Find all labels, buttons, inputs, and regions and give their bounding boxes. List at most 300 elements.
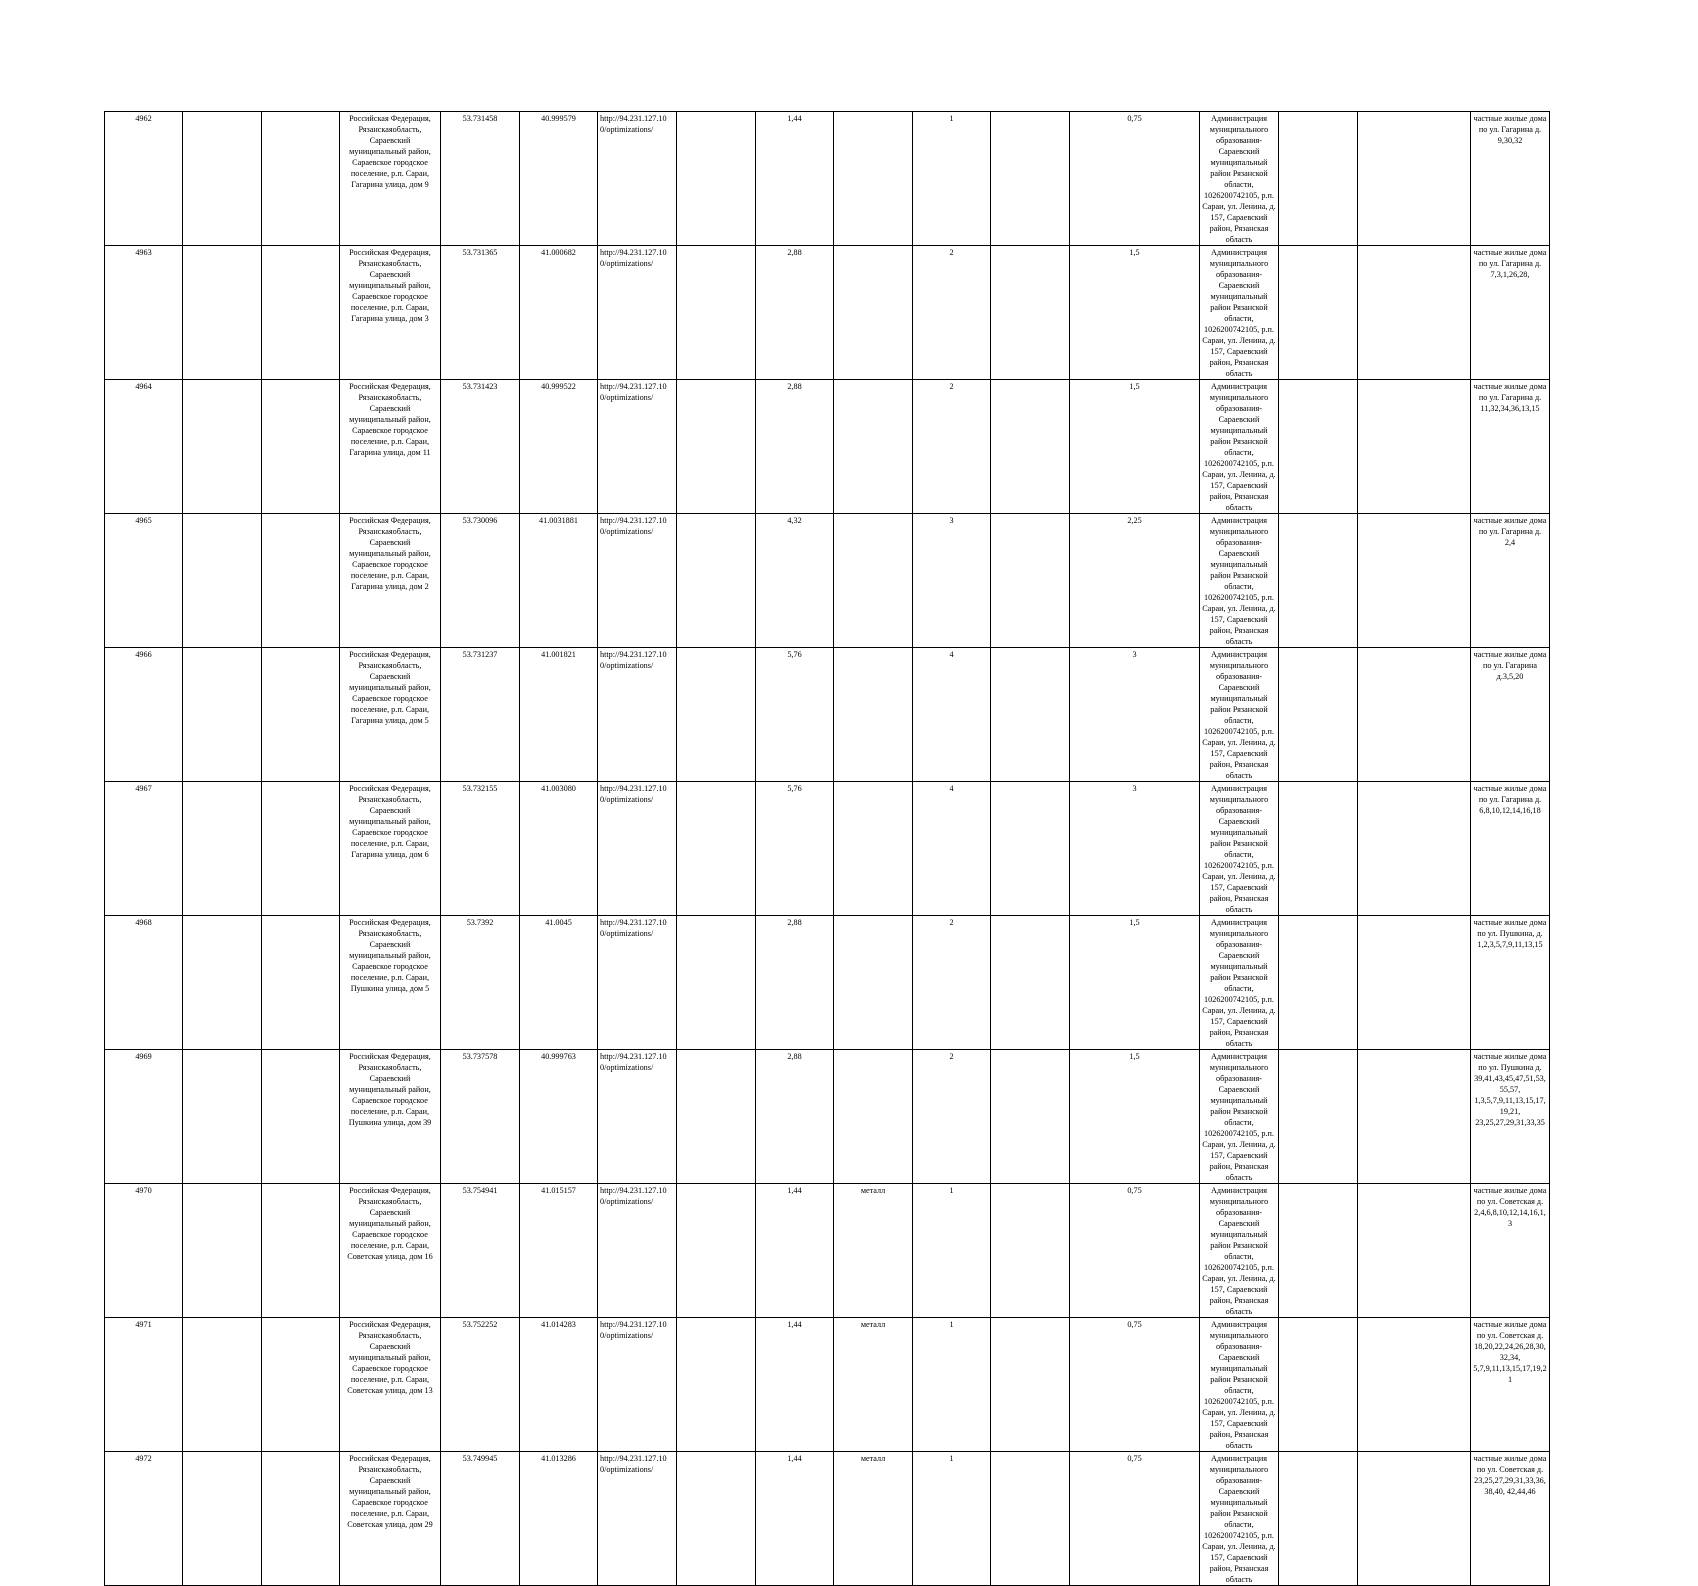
link-cell[interactable] [598, 1318, 677, 1452]
longitude-cell [520, 1050, 598, 1184]
latitude-cell [441, 246, 520, 380]
empty-cell [183, 1318, 262, 1452]
empty-cell [991, 1184, 1070, 1318]
latitude-cell [441, 380, 520, 514]
site-address: Российская Федерация, Рязанскаяобласть, Сараевский муниципальный район, Сараевское городское поселение, р.п. Сараи, Пушкина улица, дом 39 [348, 1052, 432, 1127]
address-cell [340, 1050, 441, 1184]
address-cell [340, 648, 441, 782]
optimizations-link[interactable]: http://94.231.127.10 0/optimizations/ [600, 784, 667, 804]
containers-cell [913, 1184, 991, 1318]
area-cell [756, 514, 834, 648]
site-id: 4969 [135, 1052, 152, 1061]
empty-cell [183, 112, 262, 246]
empty-cell [1358, 1050, 1471, 1184]
address-cell [340, 380, 441, 514]
containers-cell [913, 514, 991, 648]
area-cell [756, 1184, 834, 1318]
container-count: 1 [949, 1454, 954, 1463]
address-cell [340, 246, 441, 380]
waste-sources: частные жилые дома по ул. Советская д. 2,4,6,8,10,12,14,16,1,3 [1473, 1186, 1547, 1228]
container-volume: 3 [1132, 650, 1137, 659]
table-row [105, 1050, 1550, 1184]
area-cell [756, 916, 834, 1050]
waste-sources: частные жилые дома по ул. Пушкина д. 39,41,43,45,47,51,53,55,57, 1,3,5,7,9,11,13,15,17,19,21, 23,25,27,29,31,33,35 [1473, 1052, 1547, 1127]
empty-cell [262, 514, 340, 648]
empty-cell [262, 1318, 340, 1452]
empty-cell [677, 916, 756, 1050]
owner-cell [1200, 246, 1279, 380]
longitude: 41.013286 [541, 1454, 576, 1463]
area-cell [756, 112, 834, 246]
longitude: 41.015157 [541, 1186, 576, 1195]
empty-cell [1358, 782, 1471, 916]
waste-sources: частные жилые дома по ул. Гагарина д. 9,30,32 [1473, 114, 1547, 145]
empty-cell [183, 246, 262, 380]
empty-cell [183, 514, 262, 648]
address-cell [340, 112, 441, 246]
site-address: Российская Федерация, Рязанскаяобласть, Сараевский муниципальный район, Сараевское городское поселение, р.п. Сараи, Гагарина улица, дом 3 [349, 248, 431, 323]
longitude: 40.999522 [541, 382, 576, 391]
volume-cell [1070, 1050, 1200, 1184]
link-cell[interactable] [598, 1050, 677, 1184]
empty-cell [183, 648, 262, 782]
latitude: 53.730096 [462, 516, 498, 525]
link-cell[interactable] [598, 648, 677, 782]
volume-cell [1070, 1184, 1200, 1318]
empty-cell [991, 1050, 1070, 1184]
container-volume: 1,5 [1129, 248, 1140, 257]
site-id-cell [105, 246, 183, 380]
container-volume: 2,25 [1127, 516, 1142, 525]
empty-cell [1358, 380, 1471, 514]
empty-cell [991, 112, 1070, 246]
owner-cell [1200, 1050, 1279, 1184]
site-id-cell [105, 380, 183, 514]
empty-cell [991, 246, 1070, 380]
empty-cell [1358, 1318, 1471, 1452]
empty-cell [677, 648, 756, 782]
sources-cell [1471, 514, 1550, 648]
containers-cell [913, 1318, 991, 1452]
sources-cell [1471, 246, 1550, 380]
empty-cell [262, 782, 340, 916]
empty-cell [262, 1452, 340, 1586]
empty-cell [262, 380, 340, 514]
table-row [105, 1318, 1550, 1452]
latitude-cell [441, 514, 520, 648]
container-volume: 0,75 [1127, 1454, 1142, 1463]
site-address: Российская Федерация, Рязанскаяобласть, Сараевский муниципальный район, Сараевское городское поселение, р.п. Сараи, Гагарина улица, дом 11 [349, 382, 431, 457]
sources-cell [1471, 916, 1550, 1050]
volume-cell [1070, 246, 1200, 380]
optimizations-link[interactable]: http://94.231.127.10 0/optimizations/ [600, 516, 667, 536]
owner-info: Администрация муниципального образования-Сараевский муниципальный район Рязанской области, 1026200742105, р.п. Сараи, ул. Ленина, д. 157, Сараевский район, Рязанская область [1202, 918, 1276, 1048]
owner-info: Администрация муниципального образования-Сараевский муниципальный район Рязанской области, 1026200742105, р.п. Сараи, ул. Ленина, д. 157, Сараевский район, Рязанская область [1202, 516, 1276, 646]
site-address: Российская Федерация, Рязанскаяобласть, Сараевский муниципальный район, Сараевское городское поселение, р.п. Сараи, Пушкина улица, дом 5 [349, 918, 431, 993]
site-id-cell [105, 648, 183, 782]
optimizations-link[interactable]: http://94.231.127.10 0/optimizations/ [600, 248, 667, 268]
site-address: Российская Федерация, Рязанскаяобласть, Сараевский муниципальный район, Сараевское городское поселение, р.п. Сараи, Гагарина улица, дом 5 [349, 650, 431, 725]
empty-cell [1358, 112, 1471, 246]
address-cell [340, 1184, 441, 1318]
site-id-cell [105, 514, 183, 648]
longitude: 41.003080 [541, 784, 576, 793]
containers-cell [913, 380, 991, 514]
empty-cell [183, 380, 262, 514]
area-cell [756, 1050, 834, 1184]
container-count: 3 [949, 516, 954, 525]
container-count: 2 [949, 382, 954, 391]
empty-cell [1279, 1452, 1358, 1586]
container-material: металл [860, 1454, 886, 1463]
owner-cell [1200, 1318, 1279, 1452]
longitude-cell [520, 380, 598, 514]
empty-cell [1279, 1184, 1358, 1318]
empty-cell [1358, 1452, 1471, 1586]
sources-cell [1471, 1318, 1550, 1452]
empty-cell [991, 514, 1070, 648]
empty-cell [262, 916, 340, 1050]
owner-info: Администрация муниципального образования-Сараевский муниципальный район Рязанской области, 1026200742105, р.п. Сараи, ул. Ленина, д. 157, Сараевский район, Рязанская область [1202, 1186, 1276, 1316]
longitude-cell [520, 112, 598, 246]
container-count: 2 [949, 1052, 954, 1061]
optimizations-link[interactable]: http://94.231.127.10 0/optimizations/ [600, 918, 667, 938]
longitude: 40.999579 [541, 114, 576, 123]
longitude-cell [520, 1318, 598, 1452]
latitude: 53.749945 [462, 1454, 498, 1463]
optimizations-link[interactable]: http://94.231.127.10 0/optimizations/ [600, 114, 667, 134]
area-cell [756, 1452, 834, 1586]
material-cell [834, 380, 913, 514]
longitude-cell [520, 648, 598, 782]
owner-info: Администрация муниципального образования-Сараевский муниципальный район Рязанской области, 1026200742105, р.п. Сараи, ул. Ленина, д. 157, Сараевский район, Рязанская область [1202, 1052, 1276, 1182]
container-material: металл [860, 1320, 886, 1329]
latitude-cell [441, 648, 520, 782]
empty-cell [991, 380, 1070, 514]
latitude: 53.731237 [462, 650, 498, 659]
optimizations-link[interactable]: http://94.231.127.10 0/optimizations/ [600, 382, 667, 402]
site-area: 2,88 [787, 248, 802, 257]
material-cell [834, 1050, 913, 1184]
site-address: Российская Федерация, Рязанскаяобласть, Сараевский муниципальный район, Сараевское городское поселение, р.п. Сараи, Советская улица, дом 13 [347, 1320, 433, 1395]
longitude-cell [520, 246, 598, 380]
container-count: 1 [949, 1320, 954, 1329]
container-volume: 0,75 [1127, 1186, 1142, 1195]
address-cell [340, 1452, 441, 1586]
latitude-cell [441, 112, 520, 246]
site-id-cell [105, 1318, 183, 1452]
table-row [105, 1452, 1550, 1586]
container-count: 1 [949, 1186, 954, 1195]
latitude: 53.7392 [466, 918, 494, 927]
owner-cell [1200, 1184, 1279, 1318]
owner-cell [1200, 1452, 1279, 1586]
latitude: 53.732155 [462, 784, 498, 793]
sources-cell [1471, 1050, 1550, 1184]
empty-cell [262, 112, 340, 246]
empty-cell [677, 112, 756, 246]
owner-cell [1200, 648, 1279, 782]
material-cell [834, 648, 913, 782]
site-id: 4967 [135, 784, 152, 793]
address-cell [340, 514, 441, 648]
site-id: 4965 [135, 516, 152, 525]
container-count: 1 [949, 114, 954, 123]
volume-cell [1070, 648, 1200, 782]
owner-info: Администрация муниципального образования-Сараевский муниципальный район Рязанской области, 1026200742105, р.п. Сараи, ул. Ленина, д. 157, Сараевский район, Рязанская область [1202, 1454, 1276, 1584]
latitude-cell [441, 1318, 520, 1452]
link-cell[interactable] [598, 1184, 677, 1318]
table-row [105, 916, 1550, 1050]
empty-cell [991, 648, 1070, 782]
waste-sources: частные жилые дома по ул. Советская д. 23,25,27,29,31,33,36,38,40, 42,44,46 [1473, 1454, 1547, 1496]
longitude-cell [520, 514, 598, 648]
address-cell [340, 782, 441, 916]
longitude: 41.0031881 [539, 516, 578, 525]
container-volume: 1,5 [1129, 1052, 1140, 1061]
empty-cell [262, 1184, 340, 1318]
empty-cell [183, 916, 262, 1050]
longitude: 41.014283 [541, 1320, 576, 1329]
link-cell[interactable] [598, 112, 677, 246]
optimizations-link[interactable]: http://94.231.127.10 0/optimizations/ [600, 1454, 667, 1474]
empty-cell [1279, 782, 1358, 916]
site-id-cell [105, 1050, 183, 1184]
link-cell[interactable] [598, 380, 677, 514]
longitude: 40.999763 [541, 1052, 576, 1061]
site-id: 4966 [135, 650, 152, 659]
sources-cell [1471, 782, 1550, 916]
owner-info: Администрация муниципального образования-Сараевский муниципальный район Рязанской области, 1026200742105, р.п. Сараи, ул. Ленина, д. 157, Сараевский район, Рязанская область [1202, 650, 1276, 780]
area-cell [756, 648, 834, 782]
containers-cell [913, 782, 991, 916]
site-id: 4962 [135, 114, 152, 123]
site-area: 1,44 [787, 1320, 802, 1329]
volume-cell [1070, 1452, 1200, 1586]
site-address: Российская Федерация, Рязанскаяобласть, Сараевский муниципальный район, Сараевское городское поселение, р.п. Сараи, Советская улица, дом 29 [347, 1454, 433, 1529]
material-cell [834, 246, 913, 380]
empty-cell [1279, 380, 1358, 514]
site-area: 1,44 [787, 114, 802, 123]
empty-cell [262, 246, 340, 380]
empty-cell [677, 514, 756, 648]
empty-cell [677, 1050, 756, 1184]
containers-cell [913, 112, 991, 246]
empty-cell [1279, 1318, 1358, 1452]
latitude: 53.754941 [462, 1186, 498, 1195]
material-cell [834, 782, 913, 916]
empty-cell [991, 1452, 1070, 1586]
table-row [105, 648, 1550, 782]
area-cell [756, 380, 834, 514]
table-row [105, 782, 1550, 916]
waste-sites-table [104, 111, 1550, 1586]
empty-cell [183, 1184, 262, 1318]
container-count: 4 [949, 650, 954, 659]
site-id: 4971 [135, 1320, 152, 1329]
empty-cell [1358, 916, 1471, 1050]
waste-sources: частные жилые дома по ул. Пушкина, д. 1,2,3,5,7,9,11,13,15 [1473, 918, 1547, 949]
site-id-cell [105, 1184, 183, 1318]
latitude-cell [441, 916, 520, 1050]
container-volume: 1,5 [1129, 382, 1140, 391]
empty-cell [262, 648, 340, 782]
link-cell[interactable] [598, 1452, 677, 1586]
site-id-cell [105, 1452, 183, 1586]
sources-cell [1471, 380, 1550, 514]
waste-sources: частные жилые дома по ул. Гагарина д. 7,3,1,26,28, [1473, 248, 1547, 279]
waste-sources: частные жилые дома по ул. Гагарина д. 11,32,34,36,13,15 [1473, 382, 1547, 413]
latitude-cell [441, 1050, 520, 1184]
sources-cell [1471, 112, 1550, 246]
table-row [105, 246, 1550, 380]
link-cell[interactable] [598, 514, 677, 648]
volume-cell [1070, 916, 1200, 1050]
site-id: 4972 [135, 1454, 152, 1463]
empty-cell [1358, 246, 1471, 380]
empty-cell [1358, 1184, 1471, 1318]
longitude-cell [520, 916, 598, 1050]
empty-cell [1279, 112, 1358, 246]
owner-cell [1200, 380, 1279, 514]
empty-cell [1279, 1050, 1358, 1184]
volume-cell [1070, 380, 1200, 514]
empty-cell [183, 782, 262, 916]
latitude-cell [441, 782, 520, 916]
empty-cell [677, 1318, 756, 1452]
site-address: Российская Федерация, Рязанскаяобласть, Сараевский муниципальный район, Сараевское городское поселение, р.п. Сараи, Советская улица, дом 16 [347, 1186, 433, 1261]
material-cell [834, 514, 913, 648]
empty-cell [991, 916, 1070, 1050]
owner-info: Администрация муниципального образования-Сараевский муниципальный район Рязанской области, 1026200742105, р.п. Сараи, ул. Ленина, д. 157, Сараевский район, Рязанская область [1202, 114, 1276, 244]
empty-cell [1279, 648, 1358, 782]
site-id: 4963 [135, 248, 152, 257]
site-id: 4970 [135, 1186, 152, 1195]
volume-cell [1070, 782, 1200, 916]
link-cell[interactable] [598, 246, 677, 380]
owner-info: Администрация муниципального образования-Сараевский муниципальный район Рязанской области, 1026200742105, р.п. Сараи, ул. Ленина, д. 157, Сараевский район, Рязанская область [1202, 784, 1276, 914]
site-address: Российская Федерация, Рязанскаяобласть, Сараевский муниципальный район, Сараевское городское поселение, р.п. Сараи, Гагарина улица, дом 2 [349, 516, 431, 591]
optimizations-link[interactable]: http://94.231.127.10 0/optimizations/ [600, 1186, 667, 1206]
table-body [105, 112, 1550, 1586]
waste-sources: частные жилые дома по ул. Гагарина д. 2,4 [1473, 516, 1547, 547]
link-cell[interactable] [598, 782, 677, 916]
site-address: Российская Федерация, Рязанскаяобласть, Сараевский муниципальный район, Сараевское городское поселение, р.п. Сараи, Гагарина улица, дом 9 [349, 114, 431, 189]
table-row [105, 380, 1550, 514]
latitude: 53.731423 [462, 382, 498, 391]
site-area: 2,88 [787, 918, 802, 927]
site-id-cell [105, 782, 183, 916]
container-count: 2 [949, 918, 954, 927]
longitude: 41.0045 [545, 918, 572, 927]
latitude-cell [441, 1184, 520, 1318]
address-cell [340, 916, 441, 1050]
table-row [105, 514, 1550, 648]
volume-cell [1070, 514, 1200, 648]
volume-cell [1070, 112, 1200, 246]
empty-cell [677, 380, 756, 514]
empty-cell [677, 1184, 756, 1318]
waste-sources: частные жилые дома по ул. Гагарина д. 6,8,10,12,14,16,18 [1473, 784, 1547, 815]
latitude: 53.752252 [462, 1320, 498, 1329]
longitude-cell [520, 1184, 598, 1318]
container-volume: 0,75 [1127, 114, 1142, 123]
longitude: 41.000682 [541, 248, 576, 257]
container-volume: 0,75 [1127, 1320, 1142, 1329]
area-cell [756, 782, 834, 916]
optimizations-link[interactable]: http://94.231.127.10 0/optimizations/ [600, 1320, 667, 1340]
empty-cell [677, 782, 756, 916]
sources-cell [1471, 1452, 1550, 1586]
table-row [105, 112, 1550, 246]
empty-cell [183, 1452, 262, 1586]
empty-cell [991, 1318, 1070, 1452]
container-count: 2 [949, 248, 954, 257]
container-count: 4 [949, 784, 954, 793]
waste-sources: частные жилые дома по ул. Гагарина д.3,5,20 [1473, 650, 1547, 681]
site-area: 4,32 [787, 516, 802, 525]
empty-cell [1279, 514, 1358, 648]
latitude: 53.737578 [462, 1052, 498, 1061]
site-area: 1,44 [787, 1186, 802, 1195]
site-area: 5,76 [787, 650, 802, 659]
empty-cell [677, 246, 756, 380]
site-id: 4968 [135, 918, 152, 927]
address-cell [340, 1318, 441, 1452]
area-cell [756, 246, 834, 380]
containers-cell [913, 916, 991, 1050]
empty-cell [1358, 648, 1471, 782]
material-cell [834, 1184, 913, 1318]
owner-cell [1200, 514, 1279, 648]
empty-cell [1358, 514, 1471, 648]
optimizations-link[interactable]: http://94.231.127.10 0/optimizations/ [600, 650, 667, 670]
containers-cell [913, 1050, 991, 1184]
material-cell [834, 1452, 913, 1586]
longitude: 41.001821 [541, 650, 576, 659]
site-area: 1,44 [787, 1454, 802, 1463]
empty-cell [1279, 916, 1358, 1050]
area-cell [756, 1318, 834, 1452]
material-cell [834, 112, 913, 246]
latitude: 53.731458 [462, 114, 498, 123]
owner-cell [1200, 916, 1279, 1050]
optimizations-link[interactable]: http://94.231.127.10 0/optimizations/ [600, 1052, 667, 1072]
empty-cell [1279, 246, 1358, 380]
empty-cell [991, 782, 1070, 916]
site-id-cell [105, 916, 183, 1050]
registry-sheet [104, 111, 1550, 1586]
link-cell[interactable] [598, 916, 677, 1050]
waste-sources: частные жилые дома по ул. Советская д. 18,20,22,24,26,28,30,32,34, 5,7,9,11,13,15,17,19,21 [1473, 1320, 1547, 1384]
owner-info: Администрация муниципального образования-Сараевский муниципальный район Рязанской области, 1026200742105, р.п. Сараи, ул. Ленина, д. 157, Сараевский район, Рязанская область [1202, 382, 1276, 512]
longitude-cell [520, 782, 598, 916]
latitude-cell [441, 1452, 520, 1586]
container-volume: 1,5 [1129, 918, 1140, 927]
empty-cell [677, 1452, 756, 1586]
site-id-cell [105, 112, 183, 246]
table-row [105, 1184, 1550, 1318]
containers-cell [913, 246, 991, 380]
latitude: 53.731365 [462, 248, 498, 257]
containers-cell [913, 648, 991, 782]
sources-cell [1471, 648, 1550, 782]
owner-cell [1200, 112, 1279, 246]
material-cell [834, 1318, 913, 1452]
material-cell [834, 916, 913, 1050]
site-area: 2,88 [787, 382, 802, 391]
empty-cell [183, 1050, 262, 1184]
